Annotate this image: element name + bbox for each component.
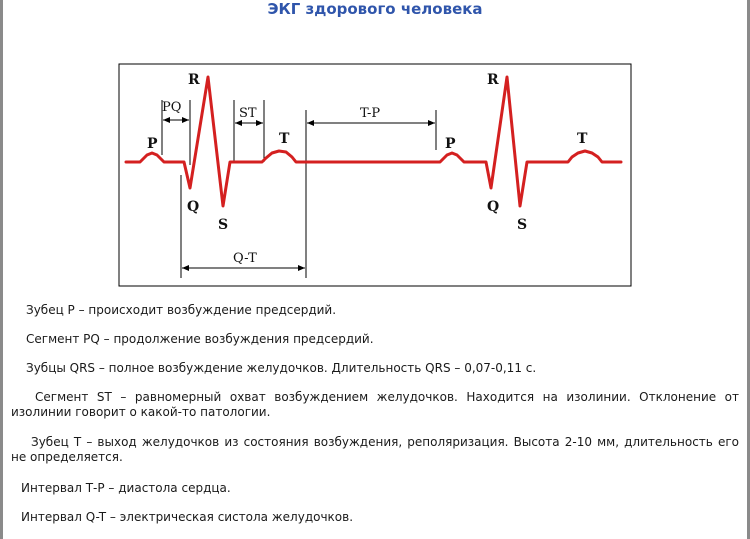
label-r1: R: [188, 72, 200, 88]
label-pq: PQ: [162, 100, 182, 115]
desc-pq-segment: Сегмент PQ – продолжение возбуждения предсердий.: [26, 332, 374, 346]
desc-t-wave: Зубец Т – выход желудочков из состояния возбуждения, реполяризация. Высота 2-10 мм, длительность его не определяется.: [11, 435, 739, 464]
label-q2: Q: [487, 199, 500, 215]
label-qt: Q-T: [233, 251, 257, 266]
label-tp: T-P: [360, 106, 381, 121]
label-t1: T: [279, 131, 290, 147]
desc-p-wave: Зубец Р – происходит возбуждение предсердий.: [26, 303, 337, 317]
label-p2: P: [445, 136, 456, 152]
label-st: ST: [239, 106, 257, 121]
desc-st-segment: Сегмент ST – равномерный охват возбуждением желудочков. Находится на изолинии. Отклонение от изолинии говорит о какой-то патологии.: [11, 390, 739, 419]
diagram-frame: [119, 64, 631, 286]
label-s1: S: [218, 217, 229, 233]
label-p1: P: [147, 136, 158, 152]
desc-tp-interval: Интервал Т-Р – диастола сердца.: [21, 481, 231, 495]
label-t2: T: [577, 131, 588, 147]
label-q1: Q: [187, 199, 200, 215]
ecg-trace: [126, 77, 621, 206]
page-title: ЭКГ здорового человека: [267, 0, 483, 18]
guide-lines: [162, 100, 436, 278]
desc-qt-interval: Интервал Q-T – электрическая систола желудочков.: [21, 510, 354, 524]
label-s2: S: [517, 217, 528, 233]
label-r2: R: [487, 72, 499, 88]
desc-qrs-complex: Зубцы QRS – полное возбуждение желудочков. Длительность QRS – 0,07-0,11 с.: [26, 361, 537, 375]
